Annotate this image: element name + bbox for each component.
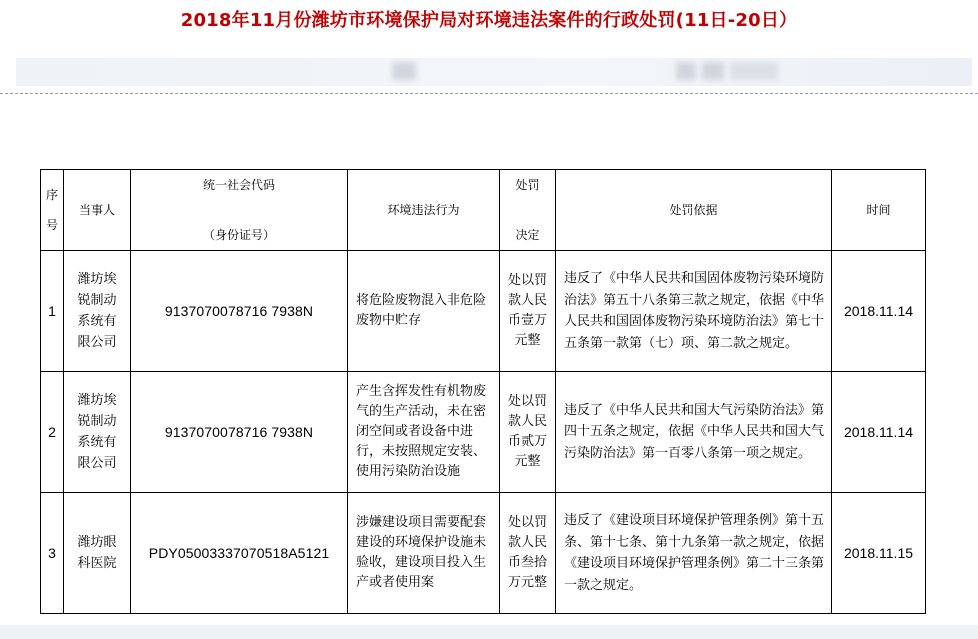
blurred-meta-text — [392, 62, 416, 80]
cell-basis: 违反了《中华人民共和国固体废物污染环境防治法》第五十八条第三款之规定，依据《中华人民共和国固体废物污染环境防治法》第七十五条第一款第（七）项、第二款之规定。 — [556, 251, 832, 372]
header-code-line2: （身份证号） — [202, 228, 275, 242]
header-decision-line1: 处罚 — [515, 178, 540, 192]
cell-time: 2018.11.14 — [832, 251, 926, 372]
table-row — [41, 372, 926, 493]
header-decision — [500, 170, 556, 251]
page-title: 2018年11月份潍坊市环境保护局对环境违法案件的行政处罚(11日-20日） — [180, 10, 798, 31]
cell-seq: 1 — [41, 251, 64, 372]
cell-seq: 2 — [41, 372, 64, 493]
header-party: 当事人 — [64, 170, 131, 251]
cell-time: 2018.11.15 — [832, 493, 926, 614]
cell-violation: 将危险废物混入非危险废物中贮存 — [348, 251, 500, 372]
header-code-line1: 统一社会代码 — [202, 178, 275, 192]
cell-seq: 3 — [41, 493, 64, 614]
cell-violation: 产生含挥发性有机物废气的生产活动，未在密闭空间或者设备中进行，未按照规定安装、使用污染防治设施 — [348, 372, 500, 493]
table-header-row — [41, 170, 926, 251]
cell-decision: 处以罚款人民币贰万元整 — [500, 372, 556, 493]
header-seq-line1: 序 — [45, 188, 58, 202]
cell-party: 潍坊埃锐制动系统有限公司 — [64, 251, 131, 372]
bottom-bar — [0, 625, 978, 639]
penalty-table — [40, 169, 926, 614]
cell-violation: 涉嫌建设项目需要配套建设的环境保护设施未验收，建设项目投入生产或者使用案 — [348, 493, 500, 614]
table-row — [41, 251, 926, 372]
cell-code: 9137070078716 7938N — [131, 372, 348, 493]
header-violation: 环境违法行为 — [348, 170, 500, 251]
blurred-meta-text — [676, 62, 696, 80]
cell-basis: 违反了《中华人民共和国大气污染防治法》第四十五条之规定，依据《中华人民共和国大气污染防治法》第一百零八条第一项之规定。 — [556, 372, 832, 493]
header-code — [131, 170, 348, 251]
blurred-meta-text — [702, 62, 724, 80]
cell-decision: 处以罚款人民币叁拾万元整 — [500, 493, 556, 614]
header-seq-line2: 号 — [45, 218, 58, 232]
header-time: 时间 — [832, 170, 926, 251]
cell-party: 潍坊眼科医院 — [64, 493, 131, 614]
table-row — [41, 493, 926, 614]
cell-basis: 违反了《建设项目环境保护管理条例》第十五条、第十七条、第十九条第一款之规定，依据《建设项目环境保护管理条例》第二十三条第一款之规定。 — [556, 493, 832, 614]
meta-info-bar — [16, 58, 972, 86]
divider — [0, 93, 978, 94]
header-seq — [41, 170, 64, 251]
cell-party: 潍坊埃锐制动系统有限公司 — [64, 372, 131, 493]
header-basis: 处罚依据 — [556, 170, 832, 251]
blurred-meta-text — [730, 62, 778, 80]
cell-decision: 处以罚款人民币壹万元整 — [500, 251, 556, 372]
header-decision-line2: 决定 — [515, 228, 540, 242]
cell-time: 2018.11.14 — [832, 372, 926, 493]
cell-code: 9137070078716 7938N — [131, 251, 348, 372]
cell-code: PDY05003337070518A5121 — [131, 493, 348, 614]
